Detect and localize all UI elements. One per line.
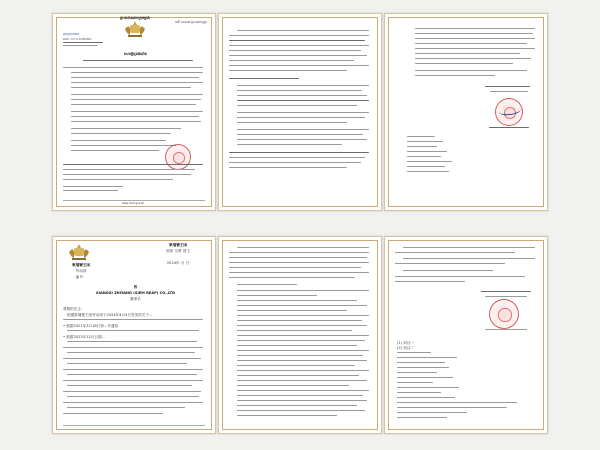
organization-line: ក្រសួងការងារ	[63, 32, 80, 36]
document-page-6	[384, 236, 548, 434]
list-item-2: (2) 项目二	[397, 346, 415, 350]
page-footer	[63, 425, 205, 430]
document-page-1	[52, 13, 216, 211]
royal-emblem-icon	[67, 243, 91, 261]
list-item-2: • 根据2023年12月日期...	[63, 335, 105, 339]
list-item-1: • 根据2021年3月18日第...号通知	[63, 324, 119, 328]
right-header-line-2: 国家 宗教 国王	[166, 249, 190, 253]
document-page-5	[218, 236, 382, 434]
footer-text: www.mlvt.gov.kh	[121, 201, 145, 205]
red-stamp-seal	[165, 144, 191, 170]
page-footer	[63, 200, 205, 205]
kingdom-title: ព្រះរាជាណាចក្រកម្ពុជា	[120, 16, 150, 20]
document-title: 致	[133, 285, 138, 289]
subject-title: សេចក្តីជូនដំណឹង	[124, 52, 147, 56]
red-stamp-seal	[489, 299, 519, 329]
motto: ជាតិ សាសនា ព្រះមហាក្សត្រ	[175, 20, 207, 24]
document-page-2	[218, 13, 382, 211]
document-page-4	[52, 236, 216, 434]
organization-cn: 柬埔寨王国	[72, 263, 90, 267]
reference-number: លេខ: ០១.ក.ស/២០២៤	[63, 37, 92, 41]
document-date: 2024年 月 日	[166, 261, 190, 265]
royal-emblem-icon	[123, 20, 147, 38]
organization-title: 劳动部	[75, 269, 87, 273]
document-page-3	[384, 13, 548, 211]
body-intro: 根据柬埔寨王国劳动部于2024年4月4日签发的关于...	[67, 313, 153, 317]
right-header-line-1: 柬埔寨王国	[169, 243, 187, 247]
addressee: 董事长	[130, 297, 141, 301]
list-item-1: (1) 项目一	[397, 341, 415, 345]
company-name: XIANGXI ZHIYANG (SIEM REAP) CO.,LTD	[95, 291, 176, 295]
reference-number: 编号：	[75, 275, 87, 279]
greeting: 尊敬的先生：	[63, 307, 85, 311]
